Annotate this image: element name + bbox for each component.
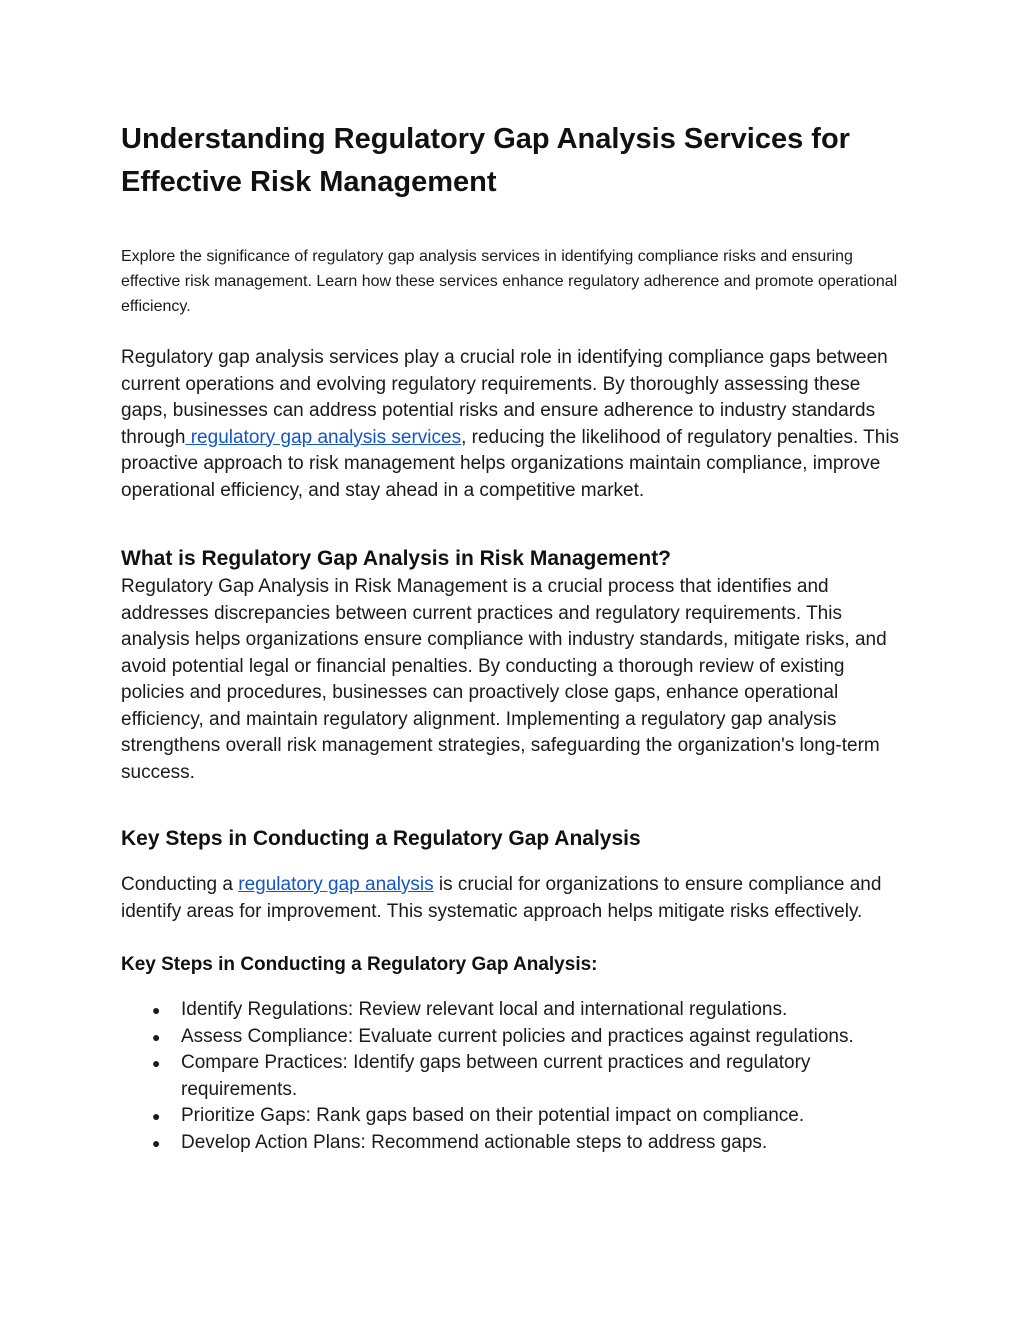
list-item-text: Identify Regulations: Review relevant local and international regulations. (181, 999, 788, 1020)
list-item (121, 1050, 911, 1103)
bullet-icon: ● (152, 1002, 161, 1018)
regulatory-gap-analysis-link[interactable]: regulatory gap analysis (238, 874, 434, 895)
list-item-text: Assess Compliance: Evaluate current policies and practices against regulations. (181, 1025, 854, 1047)
list-item (121, 997, 911, 1024)
list-item-text: Develop Action Plans: Recommend actionable steps to address gaps. (181, 1131, 768, 1153)
conducting-paragraph (121, 872, 911, 925)
conducting-text-after-link: is crucial for organizations to ensure compliance and identify areas for improvement. This systematic approach helps mitigate risks effectively. (121, 874, 882, 922)
key-steps-subheading: Key Steps in Conducting a Regulatory Gap Analysis: (121, 954, 598, 975)
key-steps-heading: Key Steps in Conducting a Regulatory Gap Analysis (121, 827, 641, 850)
what-is-paragraph: Regulatory Gap Analysis in Risk Management is a crucial process that identifies and addresses discrepancies between current practices and regulatory requirements. This analysis helps organizations ensure compliance with industry standards, mitigate risks, and avoid potential legal or financial penalties. By conducting a thorough review of existing policies and procedures, businesses can proactively close gaps, enhance operational efficiency, and maintain regulatory alignment. Implementing a regulatory gap analysis strengthens overall risk management strategies, safeguarding the organization's long-term success. (121, 576, 887, 783)
page-title: Understanding Regulatory Gap Analysis Services for Effective Risk Management (121, 123, 850, 198)
list-item (121, 1103, 911, 1130)
bullet-icon: ● (152, 1108, 161, 1124)
regulatory-gap-analysis-services-link[interactable]: regulatory gap analysis services (185, 426, 462, 448)
summary-paragraph: Explore the significance of regulatory gap analysis services in identifying compliance risks and ensuring effective risk management. Learn how these services enhance regulatory adherence and promote operational efficiency. (121, 248, 898, 315)
what-is-heading: What is Regulatory Gap Analysis in Risk Management? (121, 547, 672, 570)
intro-text-after-link: , reducing the likelihood of regulatory penalties. This proactive approach to risk management helps organizations maintain compliance, improve operational efficiency, and stay ahead in a competitive market. (121, 426, 900, 501)
list-item-text: Compare Practices: Identify gaps between current practices and regulatory requirements. (181, 1052, 811, 1100)
key-steps-list (121, 997, 911, 1156)
intro-paragraph (121, 345, 911, 504)
list-item-text: Prioritize Gaps: Rank gaps based on their potential impact on compliance. (181, 1105, 805, 1126)
bullet-icon: ● (152, 1028, 161, 1045)
conducting-text-before-link: Conducting a (121, 874, 239, 895)
bullet-icon: ● (152, 1055, 161, 1071)
list-item (121, 1024, 911, 1051)
intro-text-before-link: Regulatory gap analysis services play a crucial role in identifying compliance gaps between current operations and evolving regulatory requirements. By thoroughly assessing these gaps, businesses can address potential risks and ensure adherence to industry standards through (121, 347, 888, 448)
document-page (121, 118, 911, 1156)
bullet-icon: ● (152, 1134, 161, 1151)
list-item (121, 1130, 911, 1157)
